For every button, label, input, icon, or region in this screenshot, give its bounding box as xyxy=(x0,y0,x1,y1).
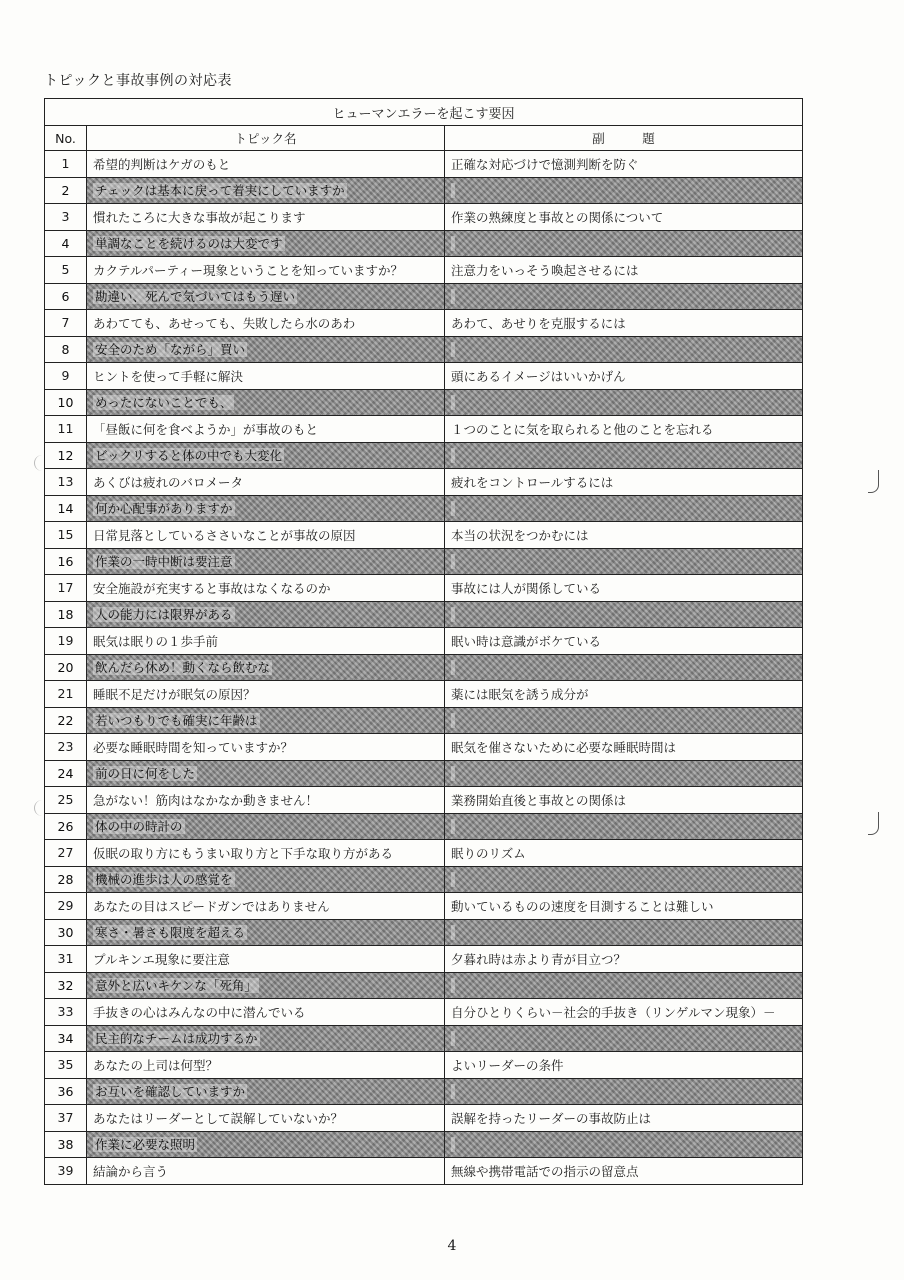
table-row xyxy=(45,1025,803,1052)
topic-name: 意外と広いキケンな「死角」 xyxy=(95,978,257,994)
subtitle-cell xyxy=(445,257,803,284)
topic-cell xyxy=(87,204,445,231)
topic-name: 眠気は眠りの１歩手前 xyxy=(93,633,219,649)
topic-name: 若いつもりでも確実に年齢は xyxy=(95,713,258,729)
topic-table xyxy=(44,98,803,1185)
subtitle-text: 注意力をいっそう喚起させるには xyxy=(451,262,639,278)
row-number: 24 xyxy=(45,760,87,787)
row-number: 13 xyxy=(45,469,87,496)
topic-cell xyxy=(87,336,445,363)
topic-name: めったにないことでも、 xyxy=(95,395,233,411)
subtitle-cell xyxy=(445,1052,803,1079)
row-number: 10 xyxy=(45,389,87,416)
row-number: 7 xyxy=(45,310,87,337)
topic-name: 民主的なチームは成功するか xyxy=(95,1031,258,1047)
topic-name: プルキンエ現象に要注意 xyxy=(93,951,230,967)
topic-name: 「昼飯に何を食べようか」が事故のもと xyxy=(93,421,319,437)
subtitle-text xyxy=(451,872,455,887)
subtitle-text xyxy=(451,925,455,940)
topic-cell xyxy=(87,1105,445,1132)
topic-name: 安全施設が充実すると事故はなくなるのか xyxy=(93,580,331,596)
row-number: 14 xyxy=(45,495,87,522)
topic-cell xyxy=(87,654,445,681)
subtitle-cell xyxy=(445,760,803,787)
topic-cell xyxy=(87,1078,445,1105)
row-number: 18 xyxy=(45,601,87,628)
table-row xyxy=(45,681,803,708)
topic-name: あなたの上司は何型？ xyxy=(93,1057,219,1073)
table-row xyxy=(45,707,803,734)
table-row xyxy=(45,893,803,920)
topic-cell xyxy=(87,787,445,814)
table-body xyxy=(45,151,803,1185)
topic-name: ビックリすると体の中でも大変化 xyxy=(95,448,283,464)
page-caption: トピックと事故事例の対応表 xyxy=(44,73,232,89)
table-row xyxy=(45,734,803,761)
row-number: 27 xyxy=(45,840,87,867)
subtitle-cell xyxy=(445,495,803,522)
table-row xyxy=(45,522,803,549)
topic-cell xyxy=(87,151,445,178)
subtitle-text: 薬には眠気を誘う成分が xyxy=(451,686,589,702)
row-number: 11 xyxy=(45,416,87,443)
topic-name: 仮眠の取り方にもうまい取り方と下手な取り方がある xyxy=(93,845,394,861)
row-number: 32 xyxy=(45,972,87,999)
row-number: 28 xyxy=(45,866,87,893)
topic-name: 手抜きの心はみんなの中に潜んでいる xyxy=(93,1004,306,1020)
topic-cell xyxy=(87,734,445,761)
subtitle-text xyxy=(451,342,455,357)
subtitle-text xyxy=(451,713,455,728)
topic-cell xyxy=(87,389,445,416)
subtitle-text: よいリーダーの条件 xyxy=(451,1057,564,1073)
table-row xyxy=(45,495,803,522)
table-row xyxy=(45,151,803,178)
subtitle-text xyxy=(451,236,455,251)
subtitle-text xyxy=(451,289,455,304)
topic-name: 勘違い、死んで気づいてはもう遅い xyxy=(95,289,296,305)
topic-name: あくびは疲れのバロメータ xyxy=(93,474,244,490)
subtitle-text: 業務開始直後と事故との関係は xyxy=(451,792,627,808)
row-number: 25 xyxy=(45,787,87,814)
table-row xyxy=(45,1131,803,1158)
topic-cell xyxy=(87,1131,445,1158)
table-row xyxy=(45,575,803,602)
punch-mark xyxy=(34,455,43,471)
subtitle-text: 夕暮れ時は赤より青が目立つ？ xyxy=(451,951,627,967)
topic-cell xyxy=(87,946,445,973)
row-number: 15 xyxy=(45,522,87,549)
topic-name: 単調なことを続けるのは大変です xyxy=(95,236,283,252)
table-row xyxy=(45,999,803,1026)
subtitle-cell xyxy=(445,522,803,549)
topic-cell xyxy=(87,522,445,549)
margin-mark xyxy=(868,470,879,493)
table-row xyxy=(45,230,803,257)
table-row xyxy=(45,469,803,496)
table-row xyxy=(45,1158,803,1185)
subtitle-cell xyxy=(445,840,803,867)
table-header xyxy=(45,99,803,151)
topic-name: あなたはリーダーとして誤解していないか？ xyxy=(93,1110,344,1126)
subtitle-cell xyxy=(445,946,803,973)
topic-name: お互いを確認していますか xyxy=(95,1084,246,1100)
topic-cell xyxy=(87,548,445,575)
row-number: 34 xyxy=(45,1025,87,1052)
subtitle-cell xyxy=(445,363,803,390)
table-row xyxy=(45,283,803,310)
subtitle-cell xyxy=(445,1025,803,1052)
topic-name: 機械の進歩は人の感覚を xyxy=(95,872,233,888)
subtitle-cell xyxy=(445,813,803,840)
subtitle-text: 正確な対応づけで憶測判断を防ぐ xyxy=(451,156,639,172)
row-number: 2 xyxy=(45,177,87,204)
subtitle-cell xyxy=(445,707,803,734)
row-number: 1 xyxy=(45,151,87,178)
topic-name: 急がない！筋肉はなかなか動きません！ xyxy=(93,792,319,808)
topic-cell xyxy=(87,1052,445,1079)
table-row xyxy=(45,1078,803,1105)
subtitle-text xyxy=(451,766,455,781)
topic-cell xyxy=(87,442,445,469)
subtitle-text xyxy=(451,1137,455,1152)
row-number: 4 xyxy=(45,230,87,257)
table-row xyxy=(45,204,803,231)
subtitle-text xyxy=(451,183,455,198)
subtitle-cell xyxy=(445,442,803,469)
column-header-topic: トピック名 xyxy=(87,126,445,151)
row-number: 17 xyxy=(45,575,87,602)
topic-cell xyxy=(87,310,445,337)
topic-name: 結論から言う xyxy=(93,1163,169,1179)
topic-cell xyxy=(87,601,445,628)
topic-name: 睡眠不足だけが眠気の原因？ xyxy=(93,686,256,702)
topic-cell xyxy=(87,1158,445,1185)
topic-cell xyxy=(87,1025,445,1052)
topic-name: 寒さ・暑さも限度を超える xyxy=(95,925,246,941)
topic-cell xyxy=(87,813,445,840)
row-number: 38 xyxy=(45,1131,87,1158)
row-number: 16 xyxy=(45,548,87,575)
topic-name: 飲んだら休め！動くなら飲むな xyxy=(95,660,271,676)
subtitle-text xyxy=(451,1031,455,1046)
table-row xyxy=(45,654,803,681)
column-header-no: No. xyxy=(45,126,87,151)
topic-name: 作業に必要な照明 xyxy=(95,1137,196,1153)
topic-cell xyxy=(87,628,445,655)
table-row xyxy=(45,1052,803,1079)
row-number: 23 xyxy=(45,734,87,761)
table-row xyxy=(45,336,803,363)
topic-cell xyxy=(87,893,445,920)
topic-name: 何か心配事がありますか xyxy=(95,501,233,517)
topic-cell xyxy=(87,681,445,708)
topic-name: 必要な睡眠時間を知っていますか？ xyxy=(93,739,294,755)
table-row xyxy=(45,866,803,893)
topic-name: 前の日に何をした xyxy=(95,766,196,782)
topic-name: 体の中の時計の xyxy=(95,819,183,835)
topic-name: チェックは基本に戻って着実にしていますか xyxy=(95,183,345,199)
table-row xyxy=(45,919,803,946)
subtitle-cell xyxy=(445,548,803,575)
subtitle-cell xyxy=(445,999,803,1026)
topic-name: あわてても、あせっても、失敗したら水のあわ xyxy=(93,315,356,331)
subtitle-cell xyxy=(445,151,803,178)
subtitle-cell xyxy=(445,787,803,814)
subtitle-cell xyxy=(445,654,803,681)
topic-name: カクテルパーティー現象ということを知っていますか？ xyxy=(93,262,404,278)
subtitle-text xyxy=(451,978,455,993)
row-number: 36 xyxy=(45,1078,87,1105)
subtitle-text: 眠気を催さないために必要な睡眠時間は xyxy=(451,739,677,755)
table-row xyxy=(45,363,803,390)
subtitle-text: 作業の熟練度と事故との関係について xyxy=(451,209,664,225)
table-main-header: ヒューマンエラーを起こす要因 xyxy=(45,99,803,126)
subtitle-cell xyxy=(445,469,803,496)
subtitle-text xyxy=(451,395,455,410)
subtitle-cell xyxy=(445,601,803,628)
table-row xyxy=(45,310,803,337)
topic-cell xyxy=(87,257,445,284)
table-row xyxy=(45,840,803,867)
subtitle-text: 眠りのリズム xyxy=(451,845,526,861)
subtitle-cell xyxy=(445,919,803,946)
topic-cell xyxy=(87,363,445,390)
topic-name: 日常見落としているささいなことが事故の原因 xyxy=(93,527,356,543)
subtitle-cell xyxy=(445,575,803,602)
table-row xyxy=(45,628,803,655)
topic-cell xyxy=(87,416,445,443)
subtitle-cell xyxy=(445,1105,803,1132)
subtitle-text: 本当の状況をつかむには xyxy=(451,527,589,543)
subtitle-cell xyxy=(445,866,803,893)
topic-cell xyxy=(87,919,445,946)
table-row xyxy=(45,548,803,575)
subtitle-text: 無線や携帯電話での指示の留意点 xyxy=(451,1163,639,1179)
subtitle-text: 誤解を持ったリーダーの事故防止は xyxy=(451,1110,652,1126)
row-number: 19 xyxy=(45,628,87,655)
row-number: 26 xyxy=(45,813,87,840)
topic-cell xyxy=(87,469,445,496)
topic-cell xyxy=(87,999,445,1026)
subtitle-text xyxy=(451,554,455,569)
subtitle-cell xyxy=(445,336,803,363)
table-row xyxy=(45,1105,803,1132)
table-row xyxy=(45,416,803,443)
subtitle-text xyxy=(451,607,455,622)
table-row xyxy=(45,257,803,284)
subtitle-text: １つのことに気を取られると他のことを忘れる xyxy=(451,421,714,437)
subtitle-text xyxy=(451,501,455,516)
subtitle-cell xyxy=(445,204,803,231)
table-row xyxy=(45,787,803,814)
subtitle-cell xyxy=(445,389,803,416)
row-number: 9 xyxy=(45,363,87,390)
subtitle-text xyxy=(451,448,455,463)
topic-name: 慣れたころに大きな事故が起こります xyxy=(93,209,306,225)
subtitle-text xyxy=(451,1084,455,1099)
punch-mark xyxy=(34,800,43,816)
subtitle-text xyxy=(451,819,455,834)
subtitle-cell xyxy=(445,310,803,337)
subtitle-cell xyxy=(445,177,803,204)
table-row xyxy=(45,177,803,204)
subtitle-cell xyxy=(445,1078,803,1105)
subtitle-cell xyxy=(445,283,803,310)
column-header-subtitle: 副 題 xyxy=(445,126,803,151)
subtitle-cell xyxy=(445,681,803,708)
subtitle-cell xyxy=(445,734,803,761)
topic-cell xyxy=(87,575,445,602)
subtitle-cell xyxy=(445,416,803,443)
subtitle-text: 自分ひとりくらい－社会的手抜き（リンゲルマン現象）－ xyxy=(451,1004,776,1020)
subtitle-text: あわて、あせりを克服するには xyxy=(451,315,626,331)
row-number: 12 xyxy=(45,442,87,469)
row-number: 21 xyxy=(45,681,87,708)
subtitle-cell xyxy=(445,893,803,920)
subtitle-cell xyxy=(445,628,803,655)
table-row xyxy=(45,389,803,416)
topic-name: 希望的判断はケガのもと xyxy=(93,156,231,172)
row-number: 33 xyxy=(45,999,87,1026)
table-row xyxy=(45,601,803,628)
subtitle-text: 疲れをコントロールするには xyxy=(451,474,614,490)
margin-mark xyxy=(868,812,879,835)
row-number: 20 xyxy=(45,654,87,681)
topic-cell xyxy=(87,707,445,734)
topic-cell xyxy=(87,230,445,257)
row-number: 8 xyxy=(45,336,87,363)
topic-cell xyxy=(87,840,445,867)
topic-name: 作業の一時中断は要注意 xyxy=(95,554,233,570)
subtitle-cell xyxy=(445,1158,803,1185)
topic-cell xyxy=(87,760,445,787)
topic-name: 安全のため「ながら」買い xyxy=(95,342,246,358)
topic-cell xyxy=(87,283,445,310)
table-row xyxy=(45,760,803,787)
subtitle-text xyxy=(451,660,455,675)
topic-name: ヒントを使って手軽に解決 xyxy=(93,368,244,384)
row-number: 22 xyxy=(45,707,87,734)
row-number: 6 xyxy=(45,283,87,310)
row-number: 35 xyxy=(45,1052,87,1079)
topic-cell xyxy=(87,972,445,999)
table-row xyxy=(45,442,803,469)
table-row xyxy=(45,813,803,840)
row-number: 3 xyxy=(45,204,87,231)
topic-cell xyxy=(87,866,445,893)
table-row xyxy=(45,972,803,999)
row-number: 37 xyxy=(45,1105,87,1132)
page-number: 4 xyxy=(447,1238,457,1254)
subtitle-cell xyxy=(445,230,803,257)
row-number: 31 xyxy=(45,946,87,973)
topic-name: 人の能力には限界がある xyxy=(95,607,233,623)
topic-cell xyxy=(87,495,445,522)
row-number: 5 xyxy=(45,257,87,284)
subtitle-text: 事故には人が関係している xyxy=(451,580,602,596)
row-number: 30 xyxy=(45,919,87,946)
row-number: 39 xyxy=(45,1158,87,1185)
table-row xyxy=(45,946,803,973)
subtitle-cell xyxy=(445,1131,803,1158)
topic-name: あなたの目はスピードガンではありません xyxy=(93,898,330,914)
subtitle-text: 眠い時は意識がボケている xyxy=(451,633,602,649)
row-number: 29 xyxy=(45,893,87,920)
subtitle-text: 頭にあるイメージはいいかげん xyxy=(451,368,626,384)
topic-cell xyxy=(87,177,445,204)
subtitle-cell xyxy=(445,972,803,999)
subtitle-text: 動いているものの速度を目測することは難しい xyxy=(451,898,714,914)
